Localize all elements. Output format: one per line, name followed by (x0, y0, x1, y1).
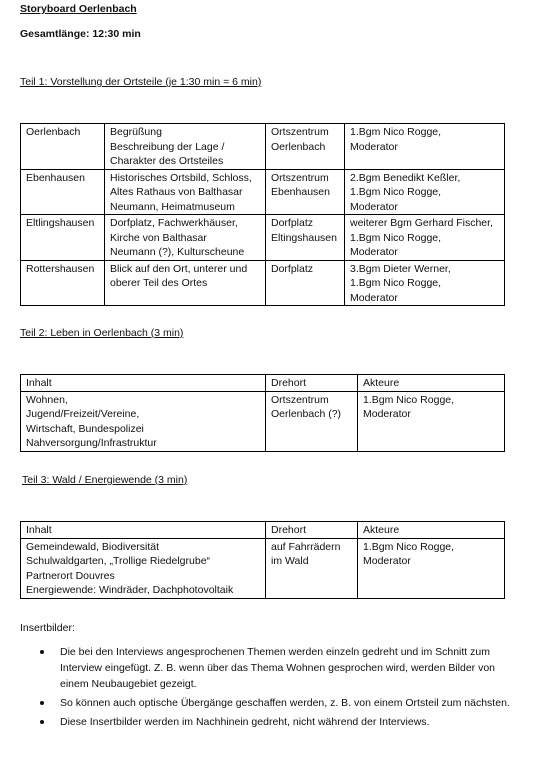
actors-cell: weiterer Bgm Gerhard Fischer, 1.Bgm Nico Rogge, Moderator (345, 215, 505, 261)
actors-cell: 1.Bgm Nico Rogge, Moderator (358, 391, 505, 451)
table-row (21, 124, 505, 170)
insert-bullet-list (20, 644, 515, 733)
place-cell: Oerlenbach (21, 124, 105, 170)
location-cell: Ortszentrum Ebenhausen (266, 169, 345, 215)
document-title: Storyboard Oerlenbach (20, 3, 137, 15)
place-cell: Eltlingshausen (21, 215, 105, 261)
place-cell: Ebenhausen (21, 169, 105, 215)
part1-title: Teil 1: Vorstellung der Ortsteile (je 1:30 min = 6 min) (20, 76, 262, 88)
part3-table (20, 521, 505, 599)
bullet-text: So können auch optische Übergänge geschaffen werden, z. B. von einem Ortsteil zum nächsten. (60, 697, 510, 709)
header-location: Drehort (266, 375, 358, 392)
list-item (20, 714, 515, 730)
content-cell: Gemeindewald, Biodiversität Schulwaldgarten, „Trollige Riedelgrube“ Partnerort Douvres Energiewende: Windräder, Dachphotovoltaik (21, 538, 266, 598)
location-cell: Dorfplatz (266, 260, 345, 306)
table-row (21, 538, 505, 598)
content-cell: Dorfplatz, Fachwerkhäuser, Kirche von Balthasar Neumann (?), Kulturscheune (105, 215, 266, 261)
table-row (21, 215, 505, 261)
content-cell: Historisches Ortsbild, Schloss, Altes Rathaus von Balthasar Neumann, Heimatmuseum (105, 169, 266, 215)
location-cell: auf Fahrrädern im Wald (266, 538, 358, 598)
actors-cell: 2.Bgm Benedikt Keßler, 1.Bgm Nico Rogge, Moderator (345, 169, 505, 215)
content-cell: Begrüßung Beschreibung der Lage / Charakter des Ortsteiles (105, 124, 266, 170)
header-location: Drehort (266, 522, 358, 539)
table-row (21, 169, 505, 215)
table-header-row (21, 522, 505, 539)
bullet-text: Diese Insertbilder werden im Nachhinein gedreht, nicht während der Interviews. (60, 716, 430, 728)
part3-title: Teil 3: Wald / Energiewende (3 min) (22, 474, 188, 486)
header-actors: Akteure (358, 522, 505, 539)
content-cell: Blick auf den Ort, unterer und oberer Teil des Ortes (105, 260, 266, 306)
header-actors: Akteure (358, 375, 505, 392)
location-cell: Ortszentrum Oerlenbach (266, 124, 345, 170)
list-item (20, 695, 515, 711)
total-length: Gesamtlänge: 12:30 min (20, 28, 141, 40)
content-cell: Wohnen, Jugend/Freizeit/Vereine, Wirtschaft, Bundespolizei Nahversorgung/Infrastruktur (21, 391, 266, 451)
actors-cell: 3.Bgm Dieter Werner, 1.Bgm Nico Rogge, Moderator (345, 260, 505, 306)
table-row (21, 260, 505, 306)
insert-label: Insertbilder: (20, 622, 75, 634)
part2-title: Teil 2: Leben in Oerlenbach (3 min) (20, 327, 184, 339)
bullet-text: Die bei den Interviews angesprochenen Themen werden einzeln gedreht und im Schnitt zum Interview eingefügt. Z. B. wenn über das Thema Wohnen gesprochen wird, werden Bilder von einem Neubaugebiet gezeigt. (60, 646, 496, 690)
table-row (21, 391, 505, 451)
list-item (20, 644, 515, 692)
location-cell: Dorfplatz Eltingshausen (266, 215, 345, 261)
location-cell: Ortszentrum Oerlenbach (?) (266, 391, 358, 451)
place-cell: Rottershausen (21, 260, 105, 306)
part1-table (20, 123, 505, 306)
part2-table (20, 374, 505, 452)
bullet-icon (40, 650, 44, 654)
bullet-icon (40, 720, 44, 724)
actors-cell: 1.Bgm Nico Rogge, Moderator (345, 124, 505, 170)
actors-cell: 1.Bgm Nico Rogge, Moderator (358, 538, 505, 598)
header-content: Inhalt (21, 375, 266, 392)
bullet-icon (40, 701, 44, 705)
header-content: Inhalt (21, 522, 266, 539)
table-header-row (21, 375, 505, 392)
